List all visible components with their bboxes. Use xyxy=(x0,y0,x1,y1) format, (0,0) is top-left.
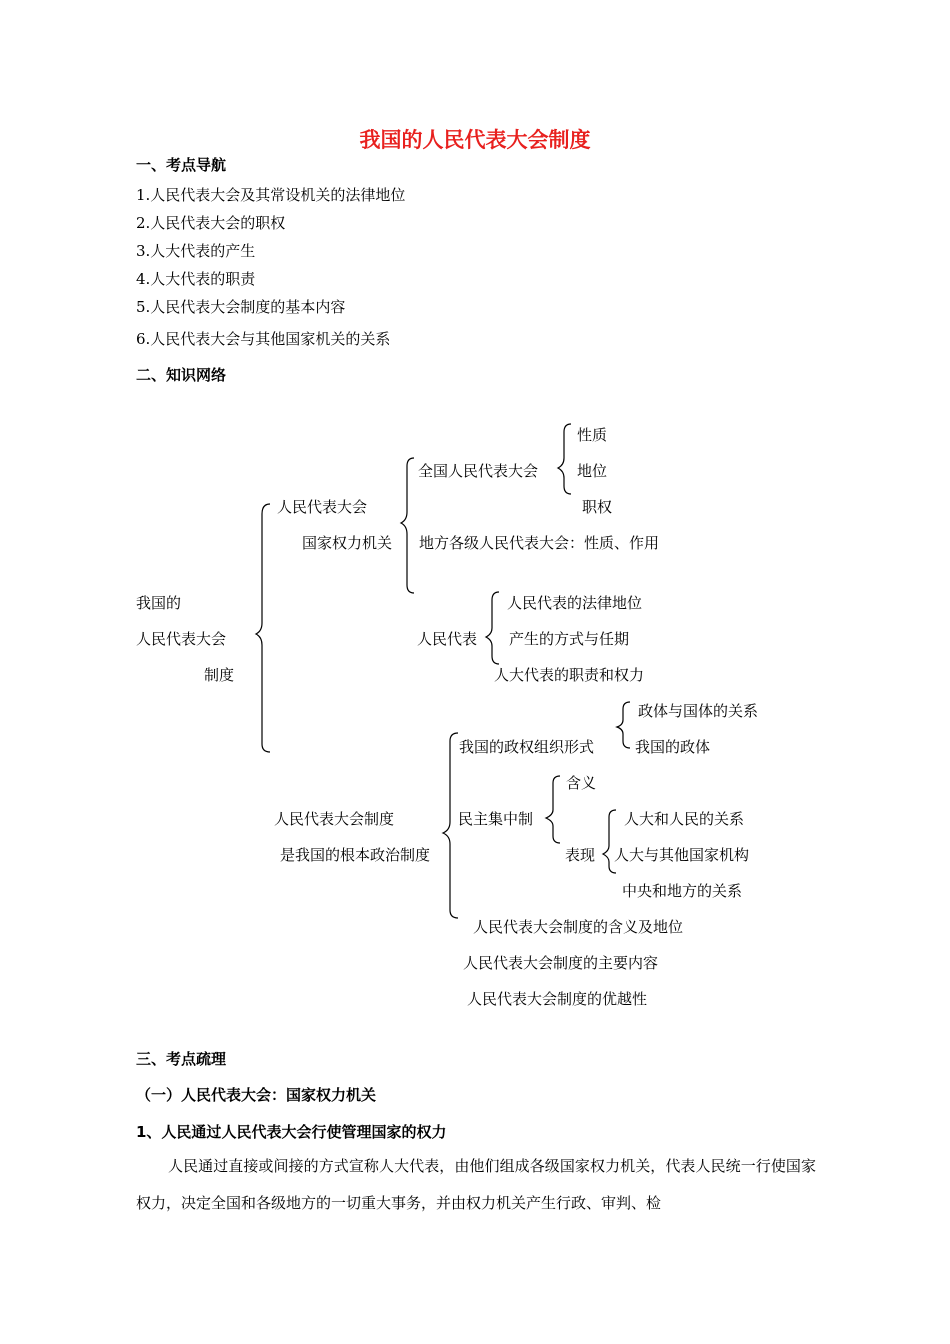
root-bracket xyxy=(256,504,270,752)
branch2-label: 是我国的根本政治制度 xyxy=(280,846,431,864)
npc-item: 地位 xyxy=(577,462,608,480)
perf-item: 中央和地方的关系 xyxy=(622,882,743,900)
perf-item: 人大和人民的关系 xyxy=(624,810,745,828)
subsection-heading: （一）人民代表大会：国家权力机关 xyxy=(136,1086,377,1104)
regime-bracket xyxy=(617,702,630,748)
guide-item: 5.人民代表大会制度的基本内容 xyxy=(136,298,346,316)
branch2-bracket xyxy=(443,733,458,918)
guide-item: 1.人民代表大会及其常设机关的法律地位 xyxy=(136,186,406,204)
branch2-item: 人民代表大会制度的优越性 xyxy=(467,990,648,1008)
point-heading: 1、人民通过人民代表大会行使管理国家的权力 xyxy=(136,1123,447,1141)
perf-label: 表现 xyxy=(565,846,596,864)
local-congress-label: 地方各级人民代表大会：性质、作用 xyxy=(419,534,660,552)
branch1-label: 国家权力机关 xyxy=(302,534,393,552)
npc-item: 性质 xyxy=(577,426,608,444)
deputies-bracket xyxy=(486,592,499,664)
root-label: 我国的 xyxy=(136,594,182,612)
section-heading-network: 二、知识网络 xyxy=(136,366,227,384)
npc-label: 全国人民代表大会 xyxy=(418,462,539,480)
guide-item: 2.人民代表大会的职权 xyxy=(136,214,286,232)
deputies-item: 人民代表的法律地位 xyxy=(507,594,643,612)
branch2-item: 人民代表大会制度的含义及地位 xyxy=(473,918,684,936)
deputies-item: 人大代表的职责和权力 xyxy=(494,666,645,684)
section-heading-guide: 一、考点导航 xyxy=(136,156,227,174)
guide-item: 4.人大代表的职责 xyxy=(136,270,256,288)
perf-item: 人大与其他国家机构 xyxy=(614,846,750,864)
dc-bracket xyxy=(546,776,560,843)
regime-label: 我国的政权组织形式 xyxy=(459,738,595,756)
root-label: 制度 xyxy=(204,666,235,684)
regime-item: 我国的政体 xyxy=(635,738,711,756)
branch2-item: 人民代表大会制度的主要内容 xyxy=(463,954,659,972)
body-paragraph: 人民通过直接或间接的方式宣称人大代表，由他们组成各级国家权力机关，代表人民统一行使国家权力，决定全国和各级地方的一切重大事务，并由权力机关产生行政、审判、检 xyxy=(136,1157,816,1212)
branch1-bracket xyxy=(401,458,414,593)
branch1-label: 人民代表大会 xyxy=(277,498,368,516)
npc-bracket xyxy=(558,424,571,494)
regime-item: 政体与国体的关系 xyxy=(638,702,759,720)
root-label: 人民代表大会 xyxy=(136,630,227,648)
guide-item: 6.人民代表大会与其他国家机关的关系 xyxy=(136,330,391,348)
deputies-item: 产生的方式与任期 xyxy=(509,630,630,648)
section-heading-review: 三、考点疏理 xyxy=(136,1050,227,1068)
page-title: 我国的人民代表大会制度 xyxy=(359,128,591,152)
dc-meaning: 含义 xyxy=(566,774,597,792)
npc-item: 职权 xyxy=(582,498,613,516)
branch2-label: 人民代表大会制度 xyxy=(274,810,395,828)
deputies-label: 人民代表 xyxy=(417,630,478,648)
dc-label: 民主集中制 xyxy=(458,810,534,828)
guide-item: 3.人大代表的产生 xyxy=(136,242,256,260)
